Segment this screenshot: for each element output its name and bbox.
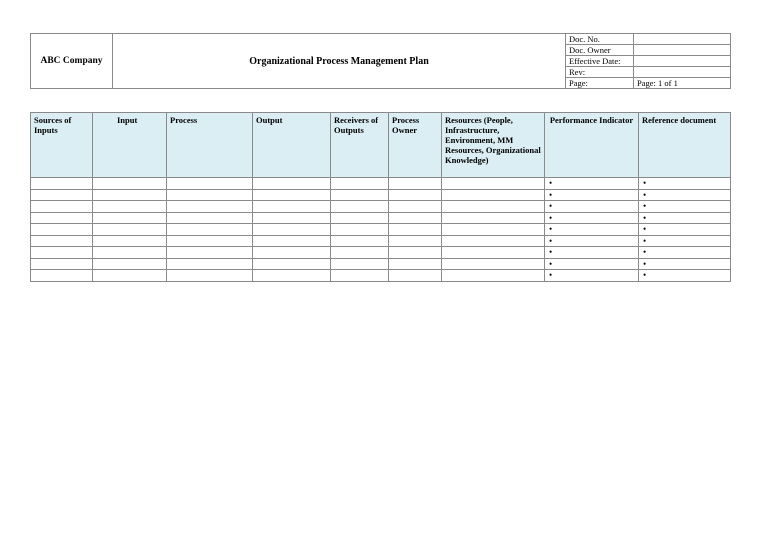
bullet-point: •	[643, 178, 647, 189]
table-cell[interactable]	[545, 258, 639, 270]
table-cell[interactable]	[545, 201, 639, 213]
table-cell[interactable]	[442, 270, 545, 282]
page-value: Page: 1 of 1	[634, 78, 731, 89]
table-cell[interactable]	[31, 178, 93, 190]
table-cell[interactable]	[31, 247, 93, 259]
table-cell[interactable]	[331, 270, 389, 282]
table-cell[interactable]	[31, 201, 93, 213]
col-performance-indicator: Performance Indicator	[545, 113, 639, 178]
table-cell[interactable]	[93, 235, 167, 247]
table-cell[interactable]	[167, 189, 253, 201]
table-row	[31, 224, 731, 236]
table-cell[interactable]	[93, 224, 167, 236]
table-cell[interactable]	[639, 201, 731, 213]
table-cell[interactable]	[93, 247, 167, 259]
table-cell[interactable]	[331, 189, 389, 201]
document-header	[30, 33, 731, 89]
table-cell[interactable]	[31, 189, 93, 201]
table-cell[interactable]	[442, 189, 545, 201]
col-input: Input	[93, 113, 167, 178]
table-cell[interactable]	[545, 178, 639, 190]
table-cell[interactable]	[93, 212, 167, 224]
table-cell[interactable]	[331, 201, 389, 213]
bullet-point: •	[643, 224, 647, 235]
table-cell[interactable]	[331, 178, 389, 190]
bullet-point: •	[549, 212, 553, 223]
table-cell[interactable]	[389, 201, 442, 213]
table-cell[interactable]	[389, 224, 442, 236]
table-cell[interactable]	[253, 189, 331, 201]
table-cell[interactable]	[331, 235, 389, 247]
table-cell[interactable]	[639, 247, 731, 259]
table-cell[interactable]	[31, 212, 93, 224]
table-cell[interactable]	[167, 258, 253, 270]
table-cell[interactable]	[442, 212, 545, 224]
table-cell[interactable]	[442, 235, 545, 247]
bullet-point: •	[549, 224, 553, 235]
bullet-point: •	[643, 258, 647, 269]
table-cell[interactable]	[253, 270, 331, 282]
table-cell[interactable]	[545, 270, 639, 282]
table-cell[interactable]	[331, 247, 389, 259]
table-cell[interactable]	[639, 235, 731, 247]
bullet-point: •	[643, 247, 647, 258]
bullet-point: •	[549, 189, 553, 200]
table-cell[interactable]	[167, 201, 253, 213]
table-cell[interactable]	[639, 212, 731, 224]
table-cell[interactable]	[93, 270, 167, 282]
table-cell[interactable]	[31, 270, 93, 282]
table-cell[interactable]	[442, 201, 545, 213]
table-cell[interactable]	[253, 258, 331, 270]
table-cell[interactable]	[253, 201, 331, 213]
table-cell[interactable]	[442, 258, 545, 270]
table-cell[interactable]	[253, 212, 331, 224]
table-row	[31, 270, 731, 282]
table-cell[interactable]	[253, 178, 331, 190]
col-process: Process	[167, 113, 253, 178]
table-cell[interactable]	[93, 201, 167, 213]
table-cell[interactable]	[545, 235, 639, 247]
table-cell[interactable]	[31, 235, 93, 247]
table-row	[31, 247, 731, 259]
table-cell[interactable]	[93, 258, 167, 270]
table-cell[interactable]	[31, 258, 93, 270]
table-cell[interactable]	[167, 235, 253, 247]
table-cell[interactable]	[442, 178, 545, 190]
bullet-point: •	[549, 178, 553, 189]
table-cell[interactable]	[389, 189, 442, 201]
table-cell[interactable]	[167, 270, 253, 282]
bullet-point: •	[549, 258, 553, 269]
rev-label: Rev:	[566, 67, 634, 78]
doc-no-label: Doc. No.	[566, 34, 634, 45]
rev-value	[634, 67, 731, 78]
table-cell[interactable]	[389, 270, 442, 282]
table-cell[interactable]	[93, 178, 167, 190]
bullet-point: •	[643, 212, 647, 223]
doc-owner-value	[634, 45, 731, 56]
col-resources: Resources (People, Infrastructure, Environment, MM Resources, Organizational Knowledge)	[442, 113, 545, 178]
bullet-point: •	[643, 235, 647, 246]
table-cell[interactable]	[253, 224, 331, 236]
table-cell[interactable]	[545, 189, 639, 201]
table-cell[interactable]	[167, 247, 253, 259]
table-cell[interactable]	[389, 235, 442, 247]
table-cell[interactable]	[167, 178, 253, 190]
col-receivers-of-outputs: Receivers of Outputs	[331, 113, 389, 178]
col-reference-document: Reference document	[639, 113, 731, 178]
effective-date-value	[634, 56, 731, 67]
table-cell[interactable]	[253, 235, 331, 247]
table-row	[31, 178, 731, 190]
table-cell[interactable]	[545, 212, 639, 224]
table-row	[31, 201, 731, 213]
table-row	[31, 235, 731, 247]
table-cell[interactable]	[639, 224, 731, 236]
table-header-row	[31, 113, 731, 178]
table-cell[interactable]	[389, 247, 442, 259]
bullet-point: •	[643, 189, 647, 200]
page-label: Page:	[566, 78, 634, 89]
table-body	[31, 178, 731, 282]
table-cell[interactable]	[167, 224, 253, 236]
col-output: Output	[253, 113, 331, 178]
doc-no-value	[634, 34, 731, 45]
table-cell[interactable]	[331, 212, 389, 224]
table-cell[interactable]	[167, 212, 253, 224]
bullet-point: •	[549, 201, 553, 212]
bullet-point: •	[643, 270, 647, 281]
table-row	[31, 212, 731, 224]
table-cell[interactable]	[639, 258, 731, 270]
table-cell[interactable]	[639, 189, 731, 201]
table-cell[interactable]	[31, 224, 93, 236]
table-cell[interactable]	[93, 189, 167, 201]
table-cell[interactable]	[442, 247, 545, 259]
table-cell[interactable]	[253, 247, 331, 259]
company-name: ABC Company	[31, 34, 113, 89]
table-row	[31, 189, 731, 201]
bullet-point: •	[643, 201, 647, 212]
doc-owner-label: Doc. Owner	[566, 45, 634, 56]
table-cell[interactable]	[545, 247, 639, 259]
document-title: Organizational Process Management Plan	[113, 34, 566, 89]
bullet-point: •	[549, 235, 553, 246]
table-cell[interactable]	[331, 224, 389, 236]
process-table	[30, 112, 731, 282]
table-cell[interactable]	[639, 178, 731, 190]
bullet-point: •	[549, 247, 553, 258]
col-sources-of-inputs: Sources of Inputs	[31, 113, 93, 178]
table-cell[interactable]	[545, 224, 639, 236]
table-cell[interactable]	[389, 212, 442, 224]
table-cell[interactable]	[389, 258, 442, 270]
table-row	[31, 258, 731, 270]
table-cell[interactable]	[639, 270, 731, 282]
table-cell[interactable]	[442, 224, 545, 236]
table-cell[interactable]	[389, 178, 442, 190]
col-process-owner: Process Owner	[389, 113, 442, 178]
effective-date-label: Effective Date:	[566, 56, 634, 67]
bullet-point: •	[549, 270, 553, 281]
table-cell[interactable]	[331, 258, 389, 270]
